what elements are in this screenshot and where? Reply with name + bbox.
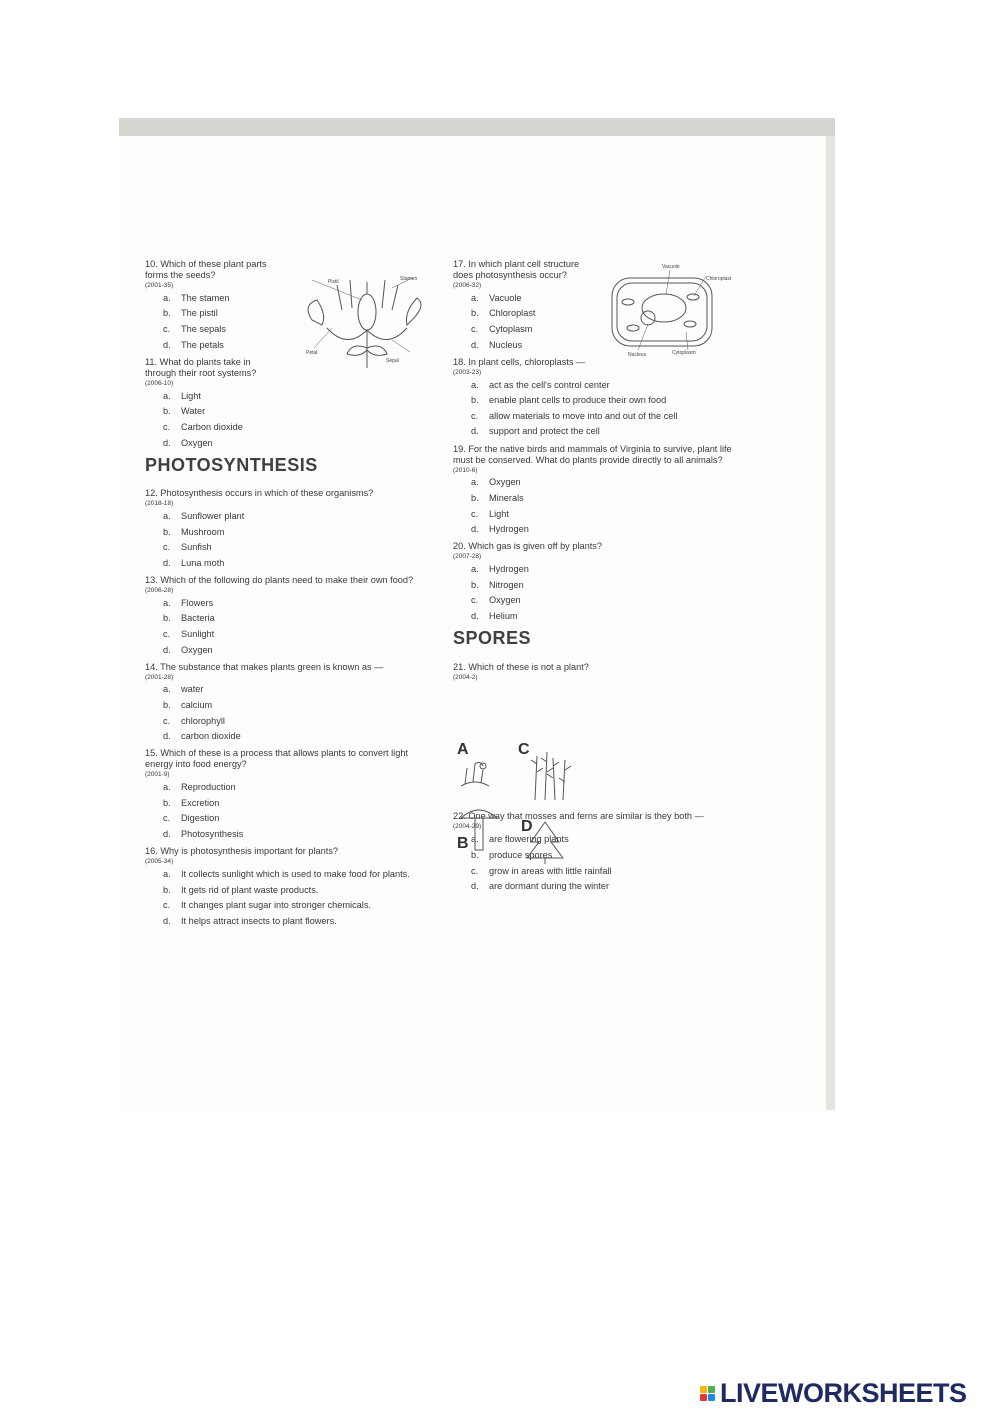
option-text: are dormant during the winter: [489, 881, 610, 892]
option-text: Bacteria: [181, 613, 215, 624]
option-b[interactable]: [163, 527, 437, 538]
option-c[interactable]: [471, 509, 743, 520]
option-text: Nucleus: [489, 339, 523, 350]
label-pistil: Pistil: [328, 279, 339, 285]
option-letter: a.: [471, 564, 479, 575]
option-letter: d.: [471, 881, 479, 892]
question-20: [453, 541, 753, 622]
option-letter: d.: [471, 524, 479, 535]
watermark-text: LIVEWORKSHEETS: [720, 1378, 967, 1408]
option-d[interactable]: [163, 340, 275, 351]
question-source: (2006-10): [145, 379, 174, 387]
label-petal: Petal: [306, 350, 318, 356]
option-c[interactable]: [163, 900, 437, 911]
option-letter: b.: [163, 884, 171, 895]
option-letter: a.: [163, 390, 171, 401]
question-text: 11. What do plants take in through their root systems?: [145, 356, 257, 378]
option-d[interactable]: [163, 731, 437, 742]
question-source: (2007-28): [453, 553, 482, 561]
option-letter: a.: [471, 379, 479, 390]
option-text: Water: [181, 406, 206, 417]
option-letter: c.: [163, 324, 171, 335]
option-text: The stamen: [181, 292, 230, 303]
option-letter: c.: [471, 865, 479, 876]
option-d[interactable]: [163, 916, 437, 927]
option-letter: d.: [471, 339, 479, 350]
question-text: 15. Which of these is a process that allows plants to convert light energy into food energy?: [145, 748, 408, 770]
option-c[interactable]: [163, 629, 437, 640]
question-text: 21. Which of these is not a plant?: [453, 661, 589, 672]
options: [145, 782, 437, 840]
question-18: [453, 357, 753, 438]
chloroplast: [687, 294, 699, 300]
choice-label-a: A: [457, 741, 469, 758]
option-letter: a.: [163, 782, 171, 793]
options: [145, 391, 275, 449]
option-c[interactable]: [163, 422, 275, 433]
option-b[interactable]: [471, 493, 743, 504]
option-text: The sepals: [181, 324, 226, 335]
option-text: Sunflower plant: [181, 510, 245, 521]
cell-wall: [612, 278, 712, 346]
option-text: carbon dioxide: [181, 731, 241, 742]
question-text: 10. Which of these plant parts forms the seeds?: [145, 259, 267, 281]
option-text: water: [181, 684, 204, 695]
options: [453, 380, 753, 438]
option-text: Chloroplast: [489, 308, 536, 319]
flower-diagram: [292, 270, 442, 370]
logo-tile: [700, 1386, 707, 1393]
question-source: (2003-23): [453, 368, 482, 376]
option-letter: b.: [163, 308, 171, 319]
option-letter: b.: [471, 395, 479, 406]
question-10: [145, 259, 275, 351]
question-source: (2006-32): [453, 282, 482, 290]
plant-cell-diagram: [598, 262, 758, 362]
option-b[interactable]: [163, 798, 437, 809]
option-text: Helium: [489, 610, 518, 621]
option-text: Light: [181, 390, 201, 401]
option-a[interactable]: [163, 391, 275, 402]
option-text: Light: [489, 508, 509, 519]
option-letter: c.: [163, 900, 171, 911]
option-b[interactable]: [163, 613, 437, 624]
option-letter: b.: [163, 613, 171, 624]
vacuole: [642, 294, 686, 322]
question-source: (2006-28): [145, 586, 174, 594]
option-letter: c.: [163, 715, 171, 726]
option-d[interactable]: [471, 881, 753, 892]
option-text: are flowering plants: [489, 834, 569, 845]
option-letter: a.: [163, 292, 171, 303]
option-d[interactable]: [471, 426, 753, 437]
question-text: 16. Why is photosynthesis important for plants?: [145, 846, 339, 857]
label-sepal: Sepal: [386, 358, 399, 364]
option-letter: b.: [471, 849, 479, 860]
label-stamen: Stamen: [400, 276, 418, 282]
question-source: (2004-2): [453, 673, 478, 681]
option-text: allow materials to move into and out of the cell: [489, 410, 678, 421]
question-text: 13. Which of the following do plants need to make their own food?: [145, 574, 414, 585]
option-c[interactable]: [163, 542, 437, 553]
option-text: Excretion: [181, 797, 220, 808]
choice-label-c: C: [518, 741, 530, 758]
option-text: Cytoplasm: [489, 324, 533, 335]
question-19: [453, 444, 743, 536]
option-text: It collects sunlight which is used to make food for plants.: [181, 868, 410, 879]
petal-shape: [308, 300, 324, 325]
question-text: 20. Which gas is given off by plants?: [453, 541, 602, 552]
option-text: Hydrogen: [489, 564, 529, 575]
option-text: Digestion: [181, 813, 220, 824]
option-text: support and protect the cell: [489, 426, 600, 437]
option-text: Hydrogen: [489, 524, 529, 535]
option-letter: c.: [163, 628, 171, 639]
option-d[interactable]: [471, 340, 583, 351]
question-text: 22. One way that mosses and ferns are similar is they both —: [453, 811, 704, 822]
option-a[interactable]: [471, 380, 753, 391]
option-a[interactable]: [471, 477, 743, 488]
option-a[interactable]: [163, 293, 275, 304]
option-d[interactable]: [163, 438, 275, 449]
option-text: Mushroom: [181, 526, 225, 537]
logo-tile: [708, 1386, 715, 1393]
question-source: (2010-6): [453, 466, 478, 474]
option-text: Luna moth: [181, 557, 225, 568]
option-a[interactable]: [163, 684, 437, 695]
option-letter: c.: [471, 595, 479, 606]
question-text: 18. In plant cells, chloroplasts —: [453, 356, 586, 367]
option-b[interactable]: [471, 308, 583, 319]
option-text: chlorophyll: [181, 715, 225, 726]
option-letter: d.: [471, 426, 479, 437]
fern-drawing: [531, 752, 571, 800]
option-text: Oxygen: [489, 595, 521, 606]
question-source: (2004-29): [453, 823, 482, 831]
option-a[interactable]: [163, 598, 437, 609]
option-letter: d.: [163, 731, 171, 742]
question-text: 17. In which plant cell structure does photosynthesis occur?: [453, 259, 580, 281]
option-a[interactable]: [163, 869, 437, 880]
cell-membrane: [617, 283, 707, 341]
chloroplast: [684, 321, 696, 327]
question-source: (2001-28): [145, 673, 174, 681]
liveworksheets-logo: [700, 1378, 967, 1409]
option-text: Oxygen: [181, 437, 213, 448]
option-d[interactable]: [471, 524, 743, 535]
option-text: It helps attract insects to plant flowers.: [181, 915, 337, 926]
logo-mark-icon: [700, 1386, 715, 1401]
label-nucleus: Nucleus: [628, 352, 647, 358]
option-letter: a.: [163, 597, 171, 608]
option-letter: b.: [471, 579, 479, 590]
question-12: [145, 488, 437, 569]
choice-label-b: B: [457, 835, 469, 852]
option-d[interactable]: [163, 829, 437, 840]
option-letter: a.: [163, 684, 171, 695]
option-letter: d.: [163, 557, 171, 568]
option-text: enable plant cells to produce their own food: [489, 395, 667, 406]
option-letter: a.: [471, 834, 479, 845]
question-21: [453, 662, 753, 682]
option-a[interactable]: [163, 511, 437, 522]
option-letter: d.: [471, 610, 479, 621]
option-letter: b.: [163, 406, 171, 417]
option-c[interactable]: [471, 411, 753, 422]
option-text: Oxygen: [489, 477, 521, 488]
option-b[interactable]: [163, 308, 275, 319]
option-a[interactable]: [163, 782, 437, 793]
question-11: [145, 357, 275, 449]
question-16: [145, 846, 437, 927]
options: [145, 598, 437, 656]
option-letter: b.: [471, 492, 479, 503]
section-heading-photosynthesis: PHOTOSYNTHESIS: [145, 454, 318, 475]
option-letter: a.: [163, 868, 171, 879]
choice-label-d: D: [521, 818, 533, 835]
option-letter: c.: [163, 421, 171, 432]
page-edge-shadow: [826, 136, 835, 1110]
question-text: 14. The substance that makes plants green is known as —: [145, 661, 384, 672]
label-lines: [638, 270, 706, 350]
chloroplast: [622, 299, 634, 305]
options: [145, 293, 275, 351]
option-letter: b.: [163, 700, 171, 711]
option-letter: c.: [471, 324, 479, 335]
option-text: act as the cell's control center: [489, 379, 610, 390]
option-c[interactable]: [471, 324, 583, 335]
option-b[interactable]: [163, 885, 437, 896]
logo-tile: [708, 1394, 715, 1401]
option-b[interactable]: [471, 395, 753, 406]
option-text: Minerals: [489, 492, 524, 503]
options: [145, 684, 437, 742]
option-letter: a.: [471, 477, 479, 488]
question-13: [145, 575, 437, 656]
option-b[interactable]: [163, 406, 275, 417]
option-text: It gets rid of plant waste products.: [181, 884, 319, 895]
option-b[interactable]: [163, 700, 437, 711]
options: [453, 293, 583, 351]
option-letter: d.: [163, 915, 171, 926]
option-text: produce spores: [489, 849, 553, 860]
option-text: Nitrogen: [489, 579, 524, 590]
option-c[interactable]: [163, 813, 437, 824]
chloroplast: [627, 325, 639, 331]
option-a[interactable]: [471, 293, 583, 304]
option-text: grow in areas with little rainfall: [489, 865, 612, 876]
question-15: [145, 748, 437, 840]
question-source: (2005-34): [145, 858, 174, 866]
option-text: Reproduction: [181, 782, 236, 793]
option-letter: a.: [163, 510, 171, 521]
option-letter: a.: [471, 292, 479, 303]
label-vacuole: Vacuole: [662, 264, 680, 270]
option-letter: d.: [163, 644, 171, 655]
question-text: 19. For the native birds and mammals of Virginia to survive, plant life must be conserved. What do plants provide directly to all animals?: [453, 443, 732, 465]
option-letter: c.: [163, 542, 171, 553]
option-text: Sunfish: [181, 542, 212, 553]
option-a[interactable]: [471, 564, 753, 575]
option-text: Flowers: [181, 597, 214, 608]
label-chloroplast: Chloroplast: [706, 276, 732, 282]
option-text: Sunlight: [181, 628, 215, 639]
options: [145, 869, 437, 927]
question-17: [453, 259, 583, 351]
option-letter: b.: [471, 308, 479, 319]
option-letter: d.: [163, 829, 171, 840]
option-letter: c.: [471, 410, 479, 421]
option-c[interactable]: [471, 595, 753, 606]
option-d[interactable]: [471, 611, 753, 622]
options: [145, 511, 437, 569]
option-text: calcium: [181, 700, 213, 711]
options: [453, 564, 753, 622]
logo-tile: [700, 1394, 707, 1401]
moss-drawing: [461, 762, 489, 786]
option-text: It changes plant sugar into stronger chemicals.: [181, 900, 371, 911]
petal-shape: [406, 298, 421, 325]
option-c[interactable]: [163, 716, 437, 727]
option-letter: c.: [163, 813, 171, 824]
option-text: Oxygen: [181, 644, 213, 655]
question-text: 12. Photosynthesis occurs in which of these organisms?: [145, 488, 374, 499]
section-heading-spores: SPORES: [453, 628, 532, 648]
option-text: The pistil: [181, 308, 218, 319]
option-text: The petals: [181, 339, 224, 350]
option-text: Photosynthesis: [181, 829, 244, 840]
option-text: Carbon dioxide: [181, 421, 243, 432]
question-14: [145, 662, 437, 743]
option-c[interactable]: [163, 324, 275, 335]
option-d[interactable]: [163, 645, 437, 656]
option-letter: b.: [163, 526, 171, 537]
question-source: (2001-35): [145, 282, 174, 290]
option-letter: b.: [163, 797, 171, 808]
option-b[interactable]: [471, 580, 753, 591]
option-text: Vacuole: [489, 292, 522, 303]
option-letter: d.: [163, 339, 171, 350]
label-cytoplasm: Cytoplasm: [672, 350, 696, 356]
options: [453, 477, 743, 535]
question-source: (2001-9): [145, 771, 170, 779]
option-letter: d.: [163, 437, 171, 448]
option-d[interactable]: [163, 558, 437, 569]
option-letter: c.: [471, 508, 479, 519]
question-source: (2018-18): [145, 500, 174, 508]
spores-choices-figure: [455, 738, 575, 868]
